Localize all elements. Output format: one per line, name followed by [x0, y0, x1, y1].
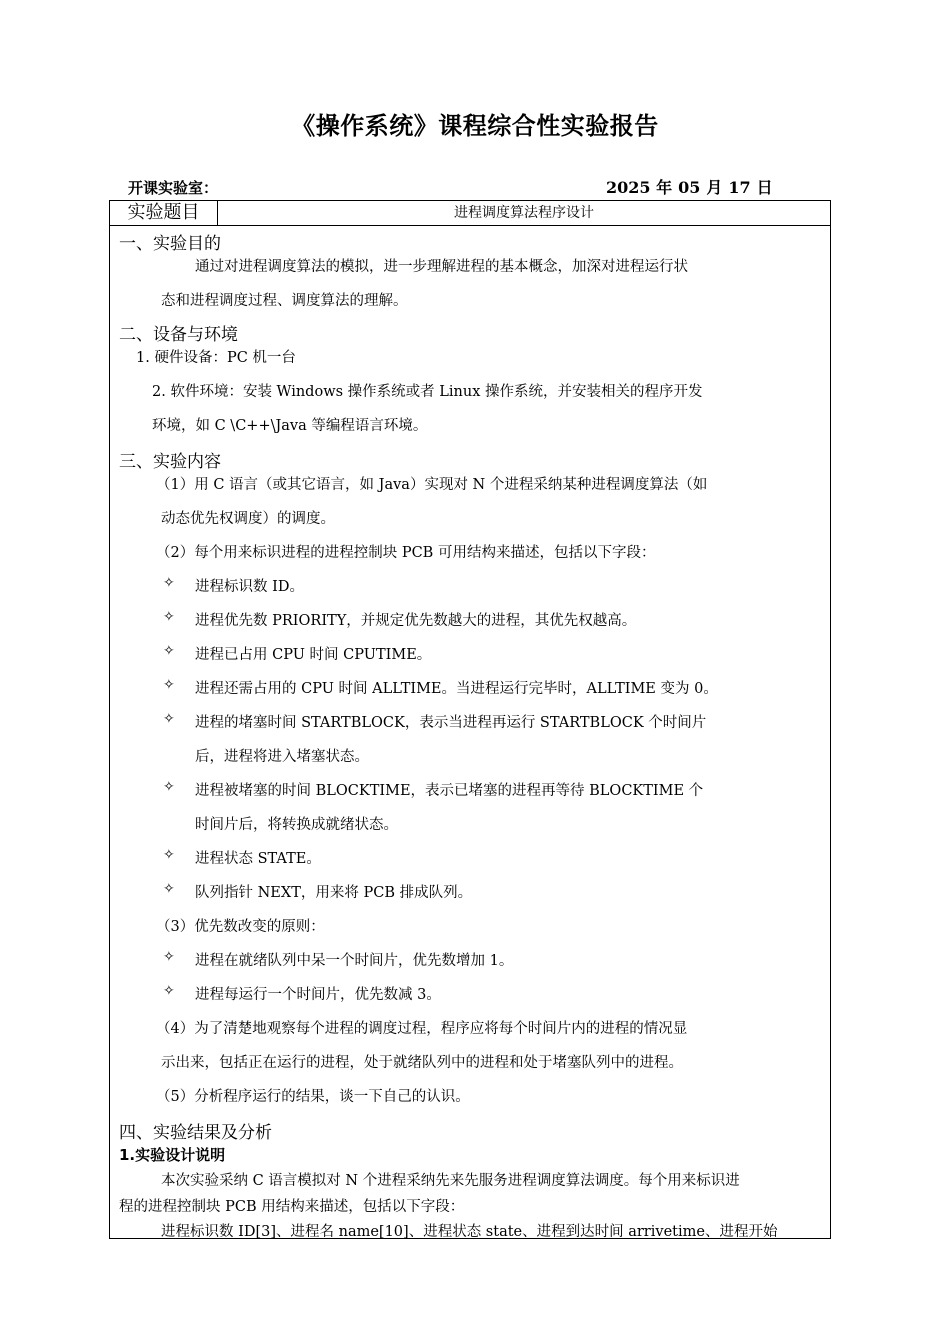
- list-item-continuation: 时间片后，将转换成就绪状态。: [195, 817, 398, 833]
- list-item: 进程标识数 ID。: [195, 579, 304, 595]
- date-month-unit: 月: [706, 178, 723, 197]
- diamond-star-icon: ✧: [163, 609, 175, 625]
- date-year: 2025 年: [606, 178, 673, 197]
- body-line: 2. 软件环境：安装 Windows 操作系统或者 Linux 操作系统，并安装相关的程序开发: [152, 384, 703, 400]
- list-item: 进程被堵塞的时间 BLOCKTIME，表示已堵塞的进程再等待 BLOCKTIME 个: [195, 783, 704, 799]
- lab-label: 开课实验室：: [128, 179, 219, 197]
- body-line: 环境，如 C \C++\Java 等编程语言环境。: [152, 418, 428, 434]
- diamond-star-icon: ✧: [163, 779, 175, 795]
- body-line: 态和进程调度过程、调度算法的理解。: [161, 293, 408, 309]
- body-line: （3）优先数改变的原则：: [156, 919, 325, 935]
- date-day-unit: 日: [756, 178, 773, 197]
- body-line: 进程标识数 ID[3]、进程名 name[10]、进程状态 state、进程到达时间 arrivetime、进程开始: [161, 1224, 778, 1239]
- report-table: [109, 200, 831, 1239]
- body-line: 示出来，包括正在运行的进程，处于就绪队列中的进程和处于堵塞队列中的进程。: [161, 1055, 683, 1071]
- diamond-star-icon: ✧: [163, 881, 175, 897]
- section-heading: 四、实验结果及分析: [119, 1123, 272, 1143]
- diamond-star-icon: ✧: [163, 983, 175, 999]
- section-heading: 三、实验内容: [119, 452, 221, 472]
- diamond-star-icon: ✧: [163, 677, 175, 693]
- list-item: 进程状态 STATE。: [195, 851, 321, 867]
- list-item: 进程每运行一个时间片，优先数减 3。: [195, 987, 441, 1003]
- topic-row: [110, 201, 830, 226]
- sub-heading: 1.实验设计说明: [119, 1146, 226, 1164]
- body-line: （1）用 C 语言（或其它语言，如 Java）实现对 N 个进程采纳某种进程调度算法（如: [156, 477, 708, 493]
- topic-value: 进程调度算法程序设计: [454, 205, 594, 221]
- diamond-star-icon: ✧: [163, 643, 175, 659]
- body-line: （5）分析程序运行的结果，谈一下自己的认识。: [156, 1089, 470, 1105]
- diamond-star-icon: ✧: [163, 847, 175, 863]
- body-line: 1. 硬件设备：PC 机一台: [136, 350, 296, 366]
- list-item: 进程在就绪队列中呆一个时间片，优先数增加 1。: [195, 953, 514, 969]
- body-line: 通过对进程调度算法的模拟，进一步理解进程的基本概念，加深对进程运行状: [195, 259, 688, 275]
- list-item: 队列指针 NEXT，用来将 PCB 排成队列。: [195, 885, 473, 901]
- diamond-star-icon: ✧: [163, 949, 175, 965]
- list-item: 进程已占用 CPU 时间 CPUTIME。: [195, 647, 432, 663]
- body-line: 本次实验采纳 C 语言模拟对 N 个进程采纳先来先服务进程调度算法调度。每个用来标识进: [161, 1173, 740, 1189]
- diamond-star-icon: ✧: [163, 711, 175, 727]
- body-line: 程的进程控制块 PCB 用结构来描述，包括以下字段：: [119, 1199, 465, 1215]
- diamond-star-icon: ✧: [163, 575, 175, 591]
- body-line: （2）每个用来标识进程的进程控制块 PCB 可用结构来描述，包括以下字段：: [156, 545, 656, 561]
- page-title: 《操作系统》课程综合性实验报告: [291, 112, 659, 140]
- list-item: 进程的堵塞时间 STARTBLOCK，表示当进程再运行 STARTBLOCK 个时间片: [195, 715, 707, 731]
- list-item-continuation: 后，进程将进入堵塞状态。: [195, 749, 369, 765]
- list-item: 进程还需占用的 CPU 时间 ALLTIME。当进程运行完毕时，ALLTIME 变为 0。: [195, 681, 718, 697]
- date-month: 05: [678, 178, 701, 197]
- report-date: [606, 175, 779, 198]
- body-line: （4）为了清楚地观察每个进程的调度过程，程序应将每个时间片内的进程的情况显: [156, 1021, 688, 1037]
- topic-label: 实验题目: [110, 201, 218, 225]
- date-day: 17: [728, 178, 751, 197]
- section-heading: 二、设备与环境: [119, 325, 238, 345]
- body-line: 动态优先权调度）的调度。: [161, 511, 335, 527]
- list-item: 进程优先数 PRIORITY，并规定优先数越大的进程，其优先权越高。: [195, 613, 637, 629]
- section-heading: 一、实验目的: [119, 234, 221, 254]
